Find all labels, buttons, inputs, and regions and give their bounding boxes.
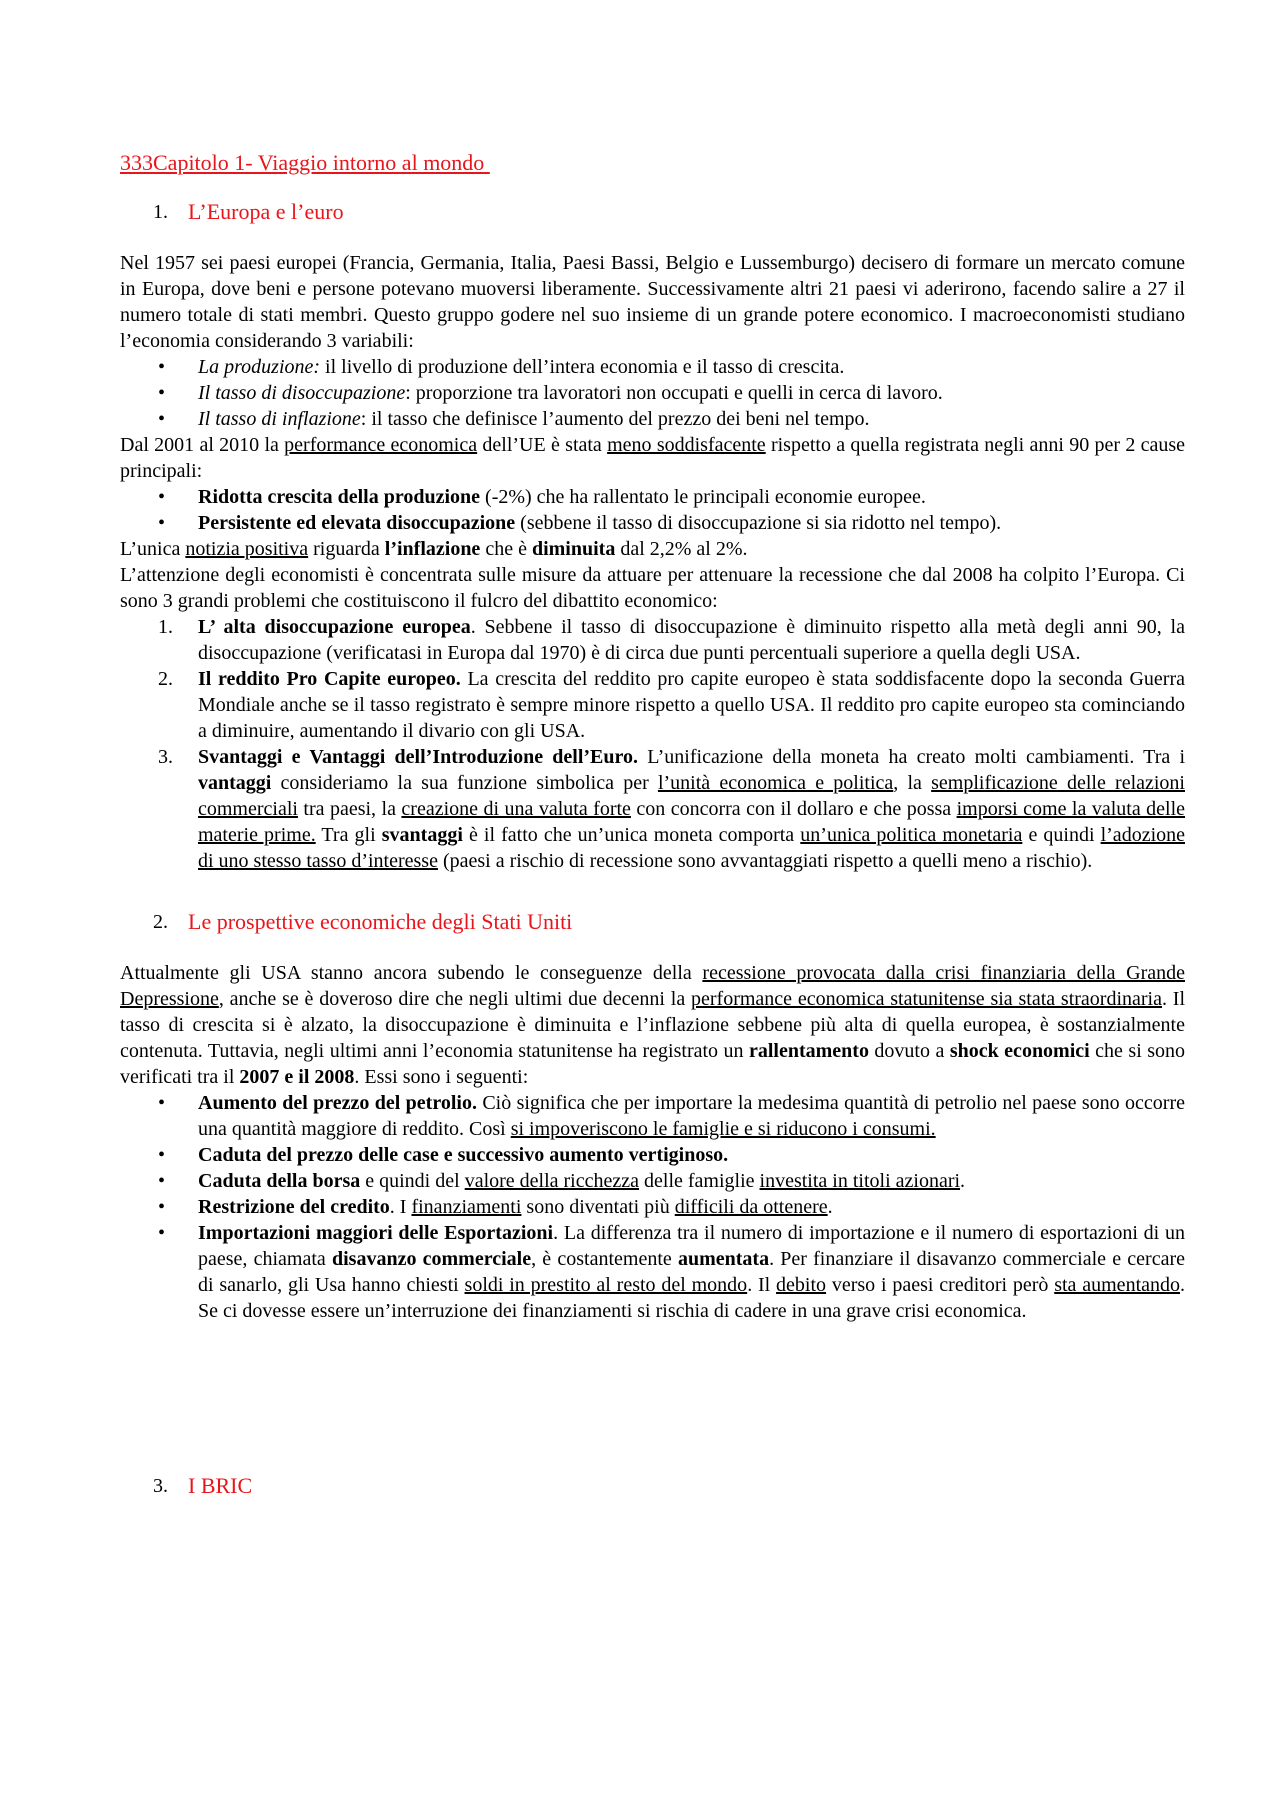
list-item: • Il tasso di inflazione: il tasso che definisce l’aumento del prezzo dei beni nel tempo. <box>158 408 870 430</box>
list-item: • Ridotta crescita della produzione (-2%) che ha rallentato le principali economie europee. <box>158 486 926 508</box>
section-1-heading <box>120 198 1185 226</box>
shocks-list <box>120 1090 1185 1324</box>
section-number: 3. <box>153 1475 168 1497</box>
problems-list <box>120 614 1185 874</box>
list-item: • Caduta della borsa e quindi del valore della ricchezza delle famiglie investita in titoli azionari. <box>158 1170 966 1192</box>
variables-list <box>120 354 1185 432</box>
list-item: 3. Svantaggi e Vantaggi dell’Introduzione dell’Euro. L’unificazione della moneta ha creato molti cambiamenti. Tra i vantaggi consideriamo la sua funzione simbolica per l’unità economica e politica, la semplificazione delle relazioni commerciali tra paesi, la creazione di una valuta forte con concorra con il dollaro e che possa imporsi come la valuta delle materie prime. Tra gli svantaggi è il fatto che un’unica moneta comporta un’unica politica monetaria e quindi l’adozione di uno stesso tasso d’interesse (paesi a rischio di recessione sono avvantaggiati rispetto a quelli meno a rischio). <box>158 746 1186 872</box>
section-title: Le prospettive economiche degli Stati Uniti <box>188 909 573 934</box>
list-item: 1. L’ alta disoccupazione europea. Sebbene il tasso di disoccupazione è diminuito rispetto alla metà degli anni 90, la disoccupazione (verificatasi in Europa dal 1970) è di circa due punti percentuali superiore a quella degli USA. <box>158 616 1185 664</box>
paragraph: Attualmente gli USA stanno ancora subendo le conseguenze della recessione provocata dalla crisi finanziaria della Grande Depressione, anche se è doveroso dire che negli ultimi due decenni la performance economica statunitense sia stata straordinaria. Il tasso di crescita si è alzato, la disoccupazione è diminuita e l’inflazione sebbene più alta di quella europea, è sostanzialmente contenuta. Tuttavia, negli ultimi anni l’economia statunitense ha registrato un rallentamento dovuto a shock economici che si sono verificati tra il 2007 e il 2008. Essi sono i seguenti: <box>120 962 1186 1088</box>
list-item: • Persistente ed elevata disoccupazione (sebbene il tasso di disoccupazione si sia ridotto nel tempo). <box>158 512 1002 534</box>
list-item: • Restrizione del credito. I finanziamenti sono diventati più difficili da ottenere. <box>158 1196 833 1218</box>
section-number: 2. <box>153 911 168 933</box>
list-item: • Il tasso di disoccupazione: proporzione tra lavoratori non occupati e quelli in cerca di lavoro. <box>158 382 943 404</box>
document-body <box>120 150 1185 1500</box>
causes-list <box>120 484 1185 536</box>
paragraph: L’unica notizia positiva riguarda l’inflazione che è diminuita dal 2,2% al 2%. <box>120 538 748 560</box>
list-item: • Importazioni maggiori delle Esportazioni. La differenza tra il numero di importazione e il numero di esportazioni di un paese, chiamata disavanzo commerciale, è costantemente aumentata. Per finanziare il disavanzo commerciale e cercare di sanarlo, gli Usa hanno chiesti soldi in prestito al resto del mondo. Il debito verso i paesi creditori però sta aumentando. Se ci dovesse essere un’interruzione dei finanziamenti si rischia di cadere in una grave crisi economica. <box>158 1222 1185 1322</box>
list-item: • Aumento del prezzo del petrolio. Ciò significa che per importare la medesima quantità di petrolio nel paese sono occorre una quantità maggiore di reddito. Così si impoveriscono le famiglie e si riducono i consumi. <box>158 1092 1185 1140</box>
chapter-title-text: Capitolo 1- Viaggio intorno al mondo <box>153 150 485 175</box>
section-number: 1. <box>153 201 168 223</box>
chapter-title <box>120 150 1185 176</box>
list-item: 2. Il reddito Pro Capite europeo. La crescita del reddito pro capite europeo è stata soddisfacente dopo la seconda Guerra Mondiale anche se il tasso registrato è sempre minore rispetto a quello USA. Il reddito pro capite europeo sta cominciando a diminuire, aumentando il divario con gli USA. <box>158 668 1185 742</box>
section-title: I BRIC <box>188 1473 253 1498</box>
paragraph: L’attenzione degli economisti è concentrata sulle misure da attuare per attenuare la recessione che dal 2008 ha colpito l’Europa. Ci sono 3 grandi problemi che costituiscono il fulcro del dibattito economico: <box>120 564 1185 612</box>
section-3-heading <box>120 1472 1185 1500</box>
paragraph: Nel 1957 sei paesi europei (Francia, Germania, Italia, Paesi Bassi, Belgio e Lussemburgo) decisero di formare un mercato comune in Europa, dove beni e persone potevano muoversi liberamente. Successivamente altri 21 paesi vi aderirono, facendo salire a 27 il numero totale di stati membri. Questo gruppo godere nel suo insieme di un grande potere economico. I macroeconomisti studiano l’economia considerando 3 variabili: <box>120 252 1185 352</box>
section-2-heading <box>120 908 1185 936</box>
section-title: L’Europa e l’euro <box>188 199 344 224</box>
list-item: • La produzione: il livello di produzione dell’intera economia e il tasso di crescita. <box>158 356 845 378</box>
chapter-prefix: 333 <box>120 150 153 175</box>
list-item: • Caduta del prezzo delle case e successivo aumento vertiginoso. <box>158 1144 729 1166</box>
paragraph: Dal 2001 al 2010 la performance economica dell’UE è stata meno soddisfacente rispetto a quella registrata negli anni 90 per 2 cause principali: <box>120 434 1186 482</box>
